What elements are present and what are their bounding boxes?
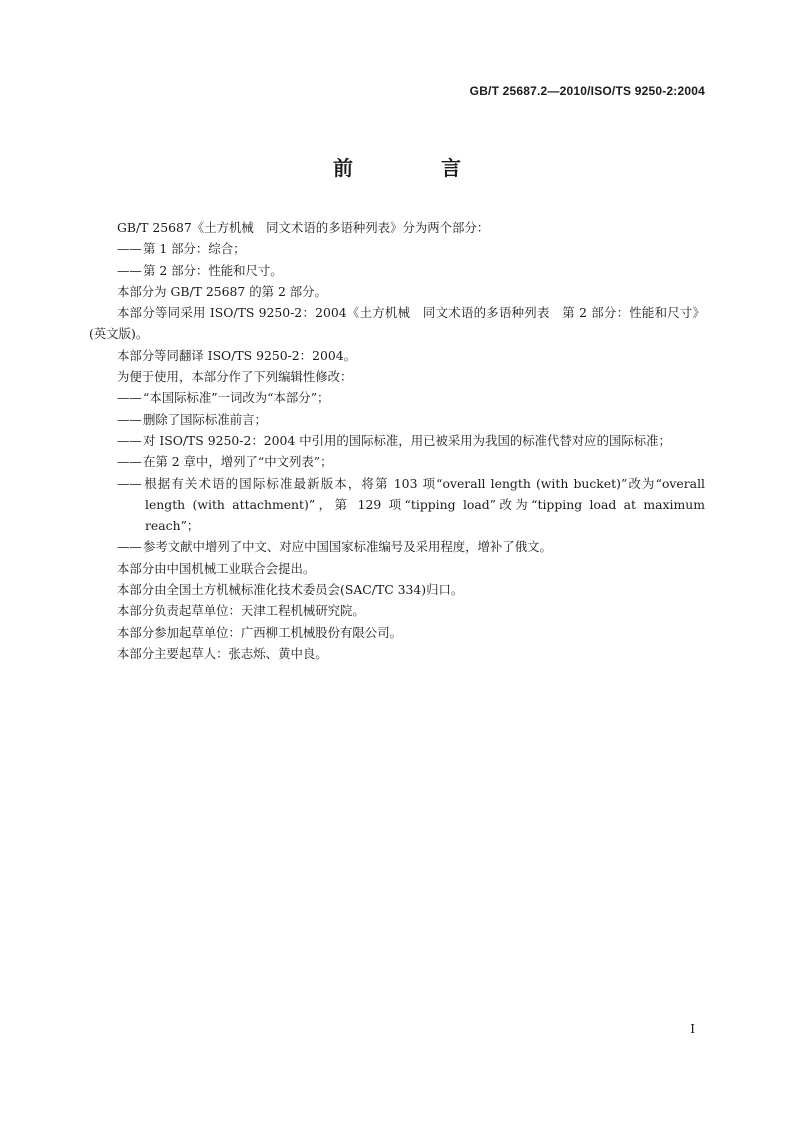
list-dash: —— <box>117 390 142 406</box>
list-dash: —— <box>117 539 142 555</box>
list-dash: —— <box>117 241 142 257</box>
list-item <box>89 536 705 557</box>
list-item-text: 删除了国际标准前言； <box>143 411 267 427</box>
foreword-body <box>89 217 705 664</box>
list-item-text: 参考文献中增列了中文、对应中国国家标准编号及采用程度，增补了俄文。 <box>143 539 552 555</box>
list-item <box>89 473 705 537</box>
paragraph: 本部分为 GB/T 25687 的第 2 部分。 <box>117 283 327 299</box>
paragraph: 本部分由中国机械工业联合会提出。 <box>117 560 316 576</box>
standard-code: GB/T 25687.2—2010/ISO/TS 9250-2:2004 <box>469 84 705 98</box>
list-item-text: 在第 2 章中，增列了“中文列表”； <box>143 454 333 470</box>
list-item <box>89 260 705 281</box>
list-item-text: 第 1 部分：综合； <box>143 241 246 257</box>
paragraph: 本部分由全国土方机械标准化技术委员会(SAC/TC 334)归口。 <box>117 582 464 598</box>
list-item-text: 对 ISO/TS 9250-2：2004 中引用的国际标准，用已被采用为我国的标准代替对应的国际标准； <box>143 432 671 448</box>
list-item <box>89 387 705 408</box>
paragraph: 本部分等同采用 ISO/TS 9250-2：2004《土方机械 同文术语的多语种列表 第 2 部分：性能和尺寸》(英文版)。 <box>89 305 705 342</box>
list-item <box>89 451 705 472</box>
page-number: I <box>690 1022 695 1036</box>
list-item <box>89 238 705 259</box>
list-item-text: 根据有关术语的国际标准最新版本，将第 103 项“overall length (with bucket)”改为“overall length (with attachment)”，第 129 项“tipping load”改为“tipping load at maximum reach”； <box>143 475 705 534</box>
list-item-text: “本国际标准”一词改为“本部分”； <box>143 390 330 406</box>
list-dash: —— <box>117 475 142 491</box>
list-dash: —— <box>117 262 142 278</box>
paragraph: 本部分负责起草单位：天津工程机械研究院。 <box>117 603 365 619</box>
paragraph: 为便于使用，本部分作了下列编辑性修改： <box>117 369 353 385</box>
list-dash: —— <box>117 411 142 427</box>
paragraph: 本部分等同翻译 ISO/TS 9250-2：2004。 <box>117 347 356 363</box>
list-item <box>89 430 705 451</box>
paragraph: 本部分主要起草人：张志烁、黄中良。 <box>117 645 328 661</box>
list-item <box>89 409 705 430</box>
paragraph: GB/T 25687《土方机械 同文术语的多语种列表》分为两个部分： <box>117 220 490 235</box>
list-dash: —— <box>117 432 142 448</box>
list-dash: —— <box>117 454 142 470</box>
list-item-text: 第 2 部分：性能和尺寸。 <box>143 262 283 278</box>
page-title: 前 言 <box>333 156 495 180</box>
paragraph: 本部分参加起草单位：广西柳工机械股份有限公司。 <box>117 624 402 640</box>
